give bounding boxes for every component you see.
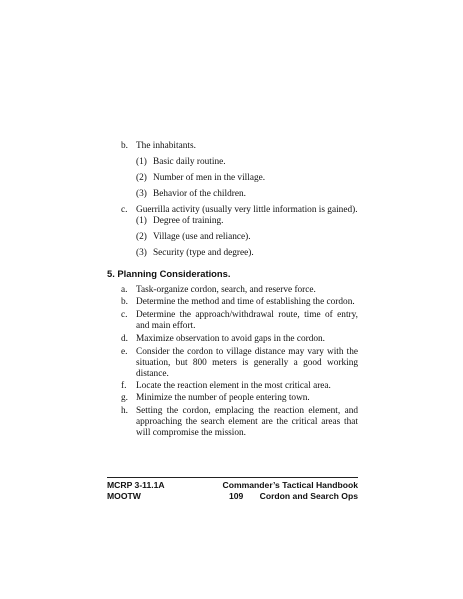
item-text: Determine the method and time of establishing the cordon.: [136, 297, 355, 307]
item-text: Degree of training.: [153, 216, 224, 226]
item-label: (2): [136, 232, 147, 242]
item-text: Number of men in the village.: [153, 173, 266, 183]
item-label: b.: [121, 297, 128, 307]
item-label: a.: [121, 285, 128, 295]
item-label: (2): [136, 173, 147, 183]
item-text: Village (use and reliance).: [153, 232, 251, 242]
item-text: Guerrilla activity (usually very little information is gained).: [136, 205, 358, 215]
item-text: Consider the cordon to village distance may vary with the situation, but 800 meters is generally a good working distance.: [136, 347, 358, 379]
item-label: f.: [121, 381, 127, 391]
footer-line-2: [107, 491, 358, 501]
page-number: 109: [229, 491, 244, 501]
item-label: (1): [136, 157, 147, 167]
item-text: Basic daily routine.: [153, 157, 226, 167]
item-label: c.: [121, 205, 128, 215]
item-label: (3): [136, 189, 147, 199]
chapter-title: Cordon and Search Ops: [259, 491, 358, 501]
item-label: e.: [121, 347, 128, 357]
item-text: Maximize observation to avoid gaps in the cordon.: [136, 334, 325, 344]
item-text: Locate the reaction element in the most critical area.: [136, 381, 331, 391]
section-heading: 5. Planning Considerations.: [107, 268, 231, 279]
item-text: Security (type and degree).: [153, 248, 254, 258]
item-text: The inhabitants.: [136, 141, 196, 151]
doc-number: MCRP 3-11.1A: [107, 480, 165, 490]
item-label: b.: [121, 141, 128, 151]
item-label: h.: [121, 406, 128, 416]
footer-line-1: [107, 480, 358, 490]
item-text: Minimize the number of people entering town.: [136, 393, 310, 403]
item-text: Behavior of the children.: [153, 189, 246, 199]
item-text: Task-organize cordon, search, and reserve force.: [136, 285, 316, 295]
item-label: (1): [136, 216, 147, 226]
series-name: MOOTW: [107, 491, 141, 501]
item-text: Setting the cordon, emplacing the reaction element, and approaching the search element are the critical areas that will compromise the mission.: [136, 406, 358, 438]
item-label: (3): [136, 248, 147, 258]
item-label: c.: [121, 310, 128, 320]
item-label: g.: [121, 393, 128, 403]
footer-rule: [107, 477, 358, 478]
book-title: Commander’s Tactical Handbook: [222, 480, 358, 490]
item-text: Determine the approach/withdrawal route, time of entry, and main effort.: [136, 310, 358, 331]
item-label: d.: [121, 334, 128, 344]
